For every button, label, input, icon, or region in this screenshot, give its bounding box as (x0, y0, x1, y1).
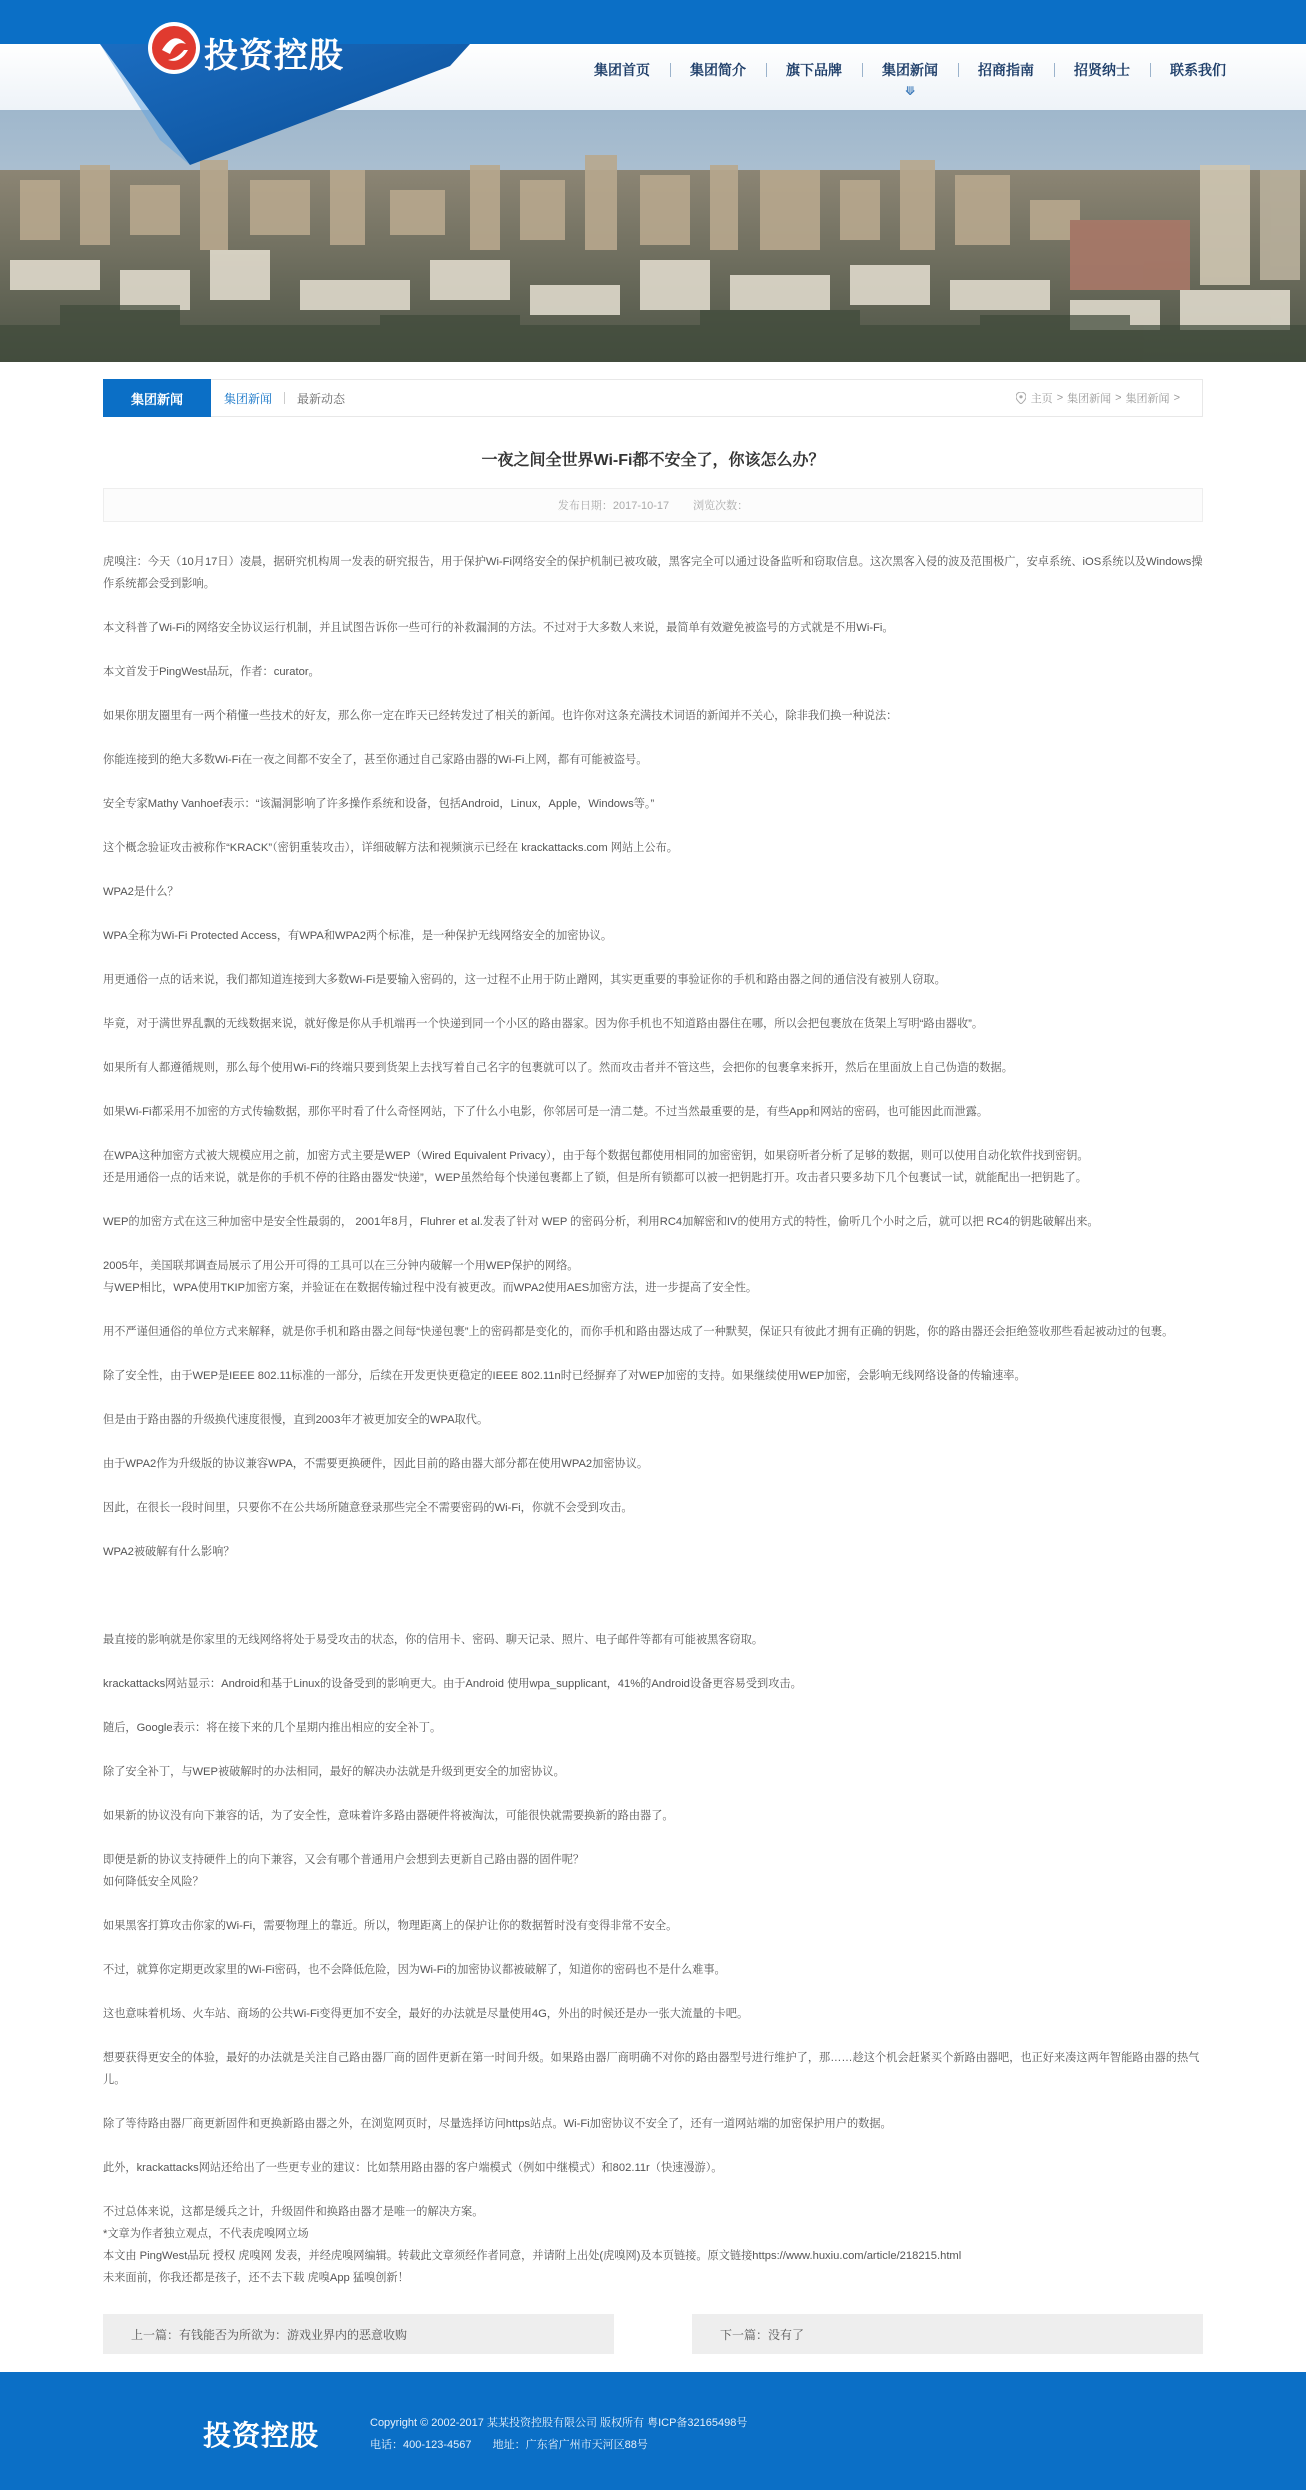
nav-item-contact[interactable] (1150, 44, 1246, 96)
article-paragraph: 你能连接到的绝大多数Wi-Fi在一夜之间都不安全了，甚至你通过自己家路由器的Wi-Fi上网，都有可能被盗号。 (103, 754, 648, 766)
article-paragraph: 用更通俗一点的话来说，我们都知道连接到大多数Wi-Fi是要输入密码的，这一过程不止用于防止蹭网，其实更重要的事验证你的手机和路由器之间的通信没有被别人窃取。 (103, 974, 946, 986)
article-paragraph: 本文首发于PingWest品玩，作者：curator。 (103, 666, 320, 678)
sub-link-latest[interactable]: 最新动态 (297, 391, 346, 406)
article-paragraph: 如果你朋友圈里有一两个稍懂一些技术的好友，那么你一定在昨天已经转发过了相关的新闻。也许你对这条充满技术词语的新闻并不关心，除非我们换一种说法： (103, 710, 898, 722)
breadcrumb-home[interactable]: 主页 (1030, 393, 1053, 405)
chevron-down-icon: ⟱ (904, 84, 916, 98)
article-paragraph: 除了安全补丁，与WEP被破解时的办法相同，最好的解决办法就是升级到更安全的加密协议。 (103, 1766, 565, 1778)
section-tab[interactable]: 集团新闻 (103, 379, 211, 417)
nav-label: 招商指南 (978, 62, 1034, 78)
footer-phone: 电话：400-123-4567 (370, 2439, 472, 2451)
article-paragraph: 这个概念验证攻击被称作“KRACK”（密钥重装攻击），详细破解方法和视频演示已经在 krackattacks.com 网站上公布。 (103, 842, 678, 854)
breadcrumb (1016, 380, 1184, 416)
article-paragraph: 但是由于路由器的升级换代速度很慢，直到2003年才被更加安全的WPA取代。 (103, 1414, 489, 1426)
logo-text: 投资控股 (204, 36, 344, 76)
article-paragraph: 如果所有人都遵循规则，那么每个使用Wi-Fi的终端只要到货架上去找写着自己名字的包裹就可以了。然而攻击者并不管这些，会把你的包裹拿来拆开，然后在里面放上自己伪造的数据。 (103, 1062, 1013, 1074)
nav-item-about[interactable] (670, 44, 766, 96)
article-paragraph: 如果Wi-Fi都采用不加密的方式传输数据，那你平时看了什么奇怪网站，下了什么小电影，你邻居可是一清二楚。不过当然最重要的是，有些App和网站的密码，也可能因此而泄露。 (103, 1106, 989, 1118)
nav-label: 集团简介 (690, 62, 746, 78)
article-paragraph: 即便是新的协议支持硬件上的向下兼容，又会有哪个普通用户会想到去更新自己路由器的固件呢？ 如何降低安全风险？ (103, 1854, 585, 1888)
article-paragraph: 此外，krackattacks网站还给出了一些更专业的建议：比如禁用路由器的客户端模式（例如中继模式）和802.11r（快速漫游）。 (103, 2162, 723, 2174)
logo-circle-icon (146, 20, 202, 76)
article-paragraph: 由于WPA2作为升级版的协议兼容WPA，不需要更换硬件，因此目前的路由器大部分都在使用WPA2加密协议。 (103, 1458, 649, 1470)
article-paragraph: 如果黑客打算攻击你家的Wi-Fi，需要物理上的靠近。所以，物理距离上的保护让你的数据暂时没有变得非常不安全。 (103, 1920, 678, 1932)
breadcrumb-separator: > (1173, 392, 1180, 404)
article-paragraph: 在WPA这种加密方式被大规模应用之前，加密方式主要是WEP（Wired Equivalent Privacy），由于每个数据包都使用相同的加密密钥，如果窃听者分析了足够的数据，则可以使用自动化软件找到密钥。 还是用通俗一点的话来说，就是你的手机不停的往路由器发“快递”，WEP虽然给每个快递包裹都上了锁，但是所有锁都可以被一把钥匙打开。攻击者只要多劫下几个包裹试一试，就能配出一把钥匙了。 (103, 1150, 1089, 1184)
article-paragraph: WEP的加密方式在这三种加密中是安全性最弱的， 2001年8月，Fluhrer et al.发表了针对 WEP 的密码分析，利用RC4加解密和IV的使用方式的特性，偷听几个小时之后，就可以把 RC4的钥匙破解出来。 (103, 1216, 1099, 1228)
breadcrumb-separator: > (1115, 392, 1122, 404)
sub-nav (103, 379, 1203, 417)
nav-label: 旗下品牌 (786, 62, 842, 78)
breadcrumb-separator: > (1056, 392, 1064, 404)
breadcrumb-news-current[interactable]: 集团新闻 (1125, 393, 1170, 405)
divider (284, 392, 285, 404)
article-paragraph: 毕竟，对于满世界乱飘的无线数据来说，就好像是你从手机端再一个快递到同一个小区的路由器家。因为你手机也不知道路由器住在哪，所以会把包裹放在货架上写明“路由器收”。 (103, 1018, 984, 1030)
article-paragraph: 本文科普了Wi-Fi的网络安全协议运行机制，并且试图告诉你一些可行的补救漏洞的方法。不过对于大多数人来说，最简单有效避免被盗号的方式就是不用Wi-Fi。 (103, 622, 894, 634)
nav-item-home[interactable] (574, 44, 670, 96)
nav-label: 联系我们 (1170, 62, 1226, 78)
article-title: 一夜之间全世界Wi-Fi都不安全了，你该怎么办？ (481, 452, 825, 469)
next-article-link[interactable]: 下一篇：没有了 (692, 2314, 1203, 2354)
article-paragraph: 不过总体来说，这都是缓兵之计，升级固件和换路由器才是唯一的解决方案。 *文章为作者独立观点，不代表虎嗅网立场 本文由 PingWest品玩 授权 虎嗅网 发表，并经虎嗅网编辑。转载此文章须经作者同意，并请附上出处(虎嗅网)及本页链接。原文链接https://www.huxiu.com/article/218215.html 未来面前，你我还都是孩子，还不去下载 虎嗅App 猛嗅创新！ (103, 2206, 962, 2284)
footer (0, 2372, 1306, 2490)
footer-address: 地址：广东省广州市天河区88号 (492, 2439, 648, 2451)
article-paragraph: 虎嗅注：今天（10月17日）凌晨，据研究机构周一发表的研究报告，用于保护Wi-Fi网络安全的保护机制已被攻破，黑客完全可以通过设备监听和窃取信息。这次黑客入侵的波及范围极广，安卓系统、iOS系统以及Windows操作系统都会受到影响。 (103, 556, 1203, 590)
article-meta (103, 488, 1203, 522)
article-paragraph: 用不严谨但通俗的单位方式来解释，就是你手机和路由器之间每“快递包裹”上的密码都是变化的，而你手机和路由器达成了一种默契，保证只有彼此才拥有正确的钥匙，你的路由器还会拒绝签收那些看起被动过的包裹。 (103, 1326, 1174, 1338)
sub-link-group-news[interactable]: 集团新闻 (224, 391, 273, 406)
article-paragraph: WPA2被破解有什么影响？ (103, 1546, 235, 1558)
footer-contact (370, 2436, 648, 2452)
main-nav (574, 44, 1246, 96)
article-paragraph: 2005年，美国联邦调查局展示了用公开可得的工具可以在三分钟内破解一个用WEP保护的网络。 与WEP相比，WPA使用TKIP加密方案，并验证在在数据传输过程中没有被更改。而WPA2使用AES加密方法，进一步提高了安全性。 (103, 1260, 758, 1294)
view-count: 浏览次数： (693, 500, 749, 512)
nav-item-brands[interactable] (766, 44, 862, 96)
article-paragraph: 除了等待路由器厂商更新固件和更换新路由器之外，在浏览网页时，尽量选择访问https站点。Wi-Fi加密协议不安全了，还有一道网站端的加密保护用户的数据。 (103, 2118, 892, 2130)
article-paragraph: 想要获得更安全的体验，最好的办法就是关注自己路由器厂商的固件更新在第一时间升级。如果路由器厂商明确不对你的路由器型号进行维护了，那……趁这个机会赶紧买个新路由器吧，也正好来凑这两年智能路由器的热气儿。 (103, 2052, 1200, 2086)
footer-logo: 投资控股 (203, 2419, 320, 2452)
article-paragraph: 因此，在很长一段时间里，只要你不在公共场所随意登录那些完全不需要密码的Wi-Fi，你就不会受到攻击。 (103, 1502, 633, 1514)
breadcrumb-news[interactable]: 集团新闻 (1067, 393, 1112, 405)
article-paragraph: 不过，就算你定期更改家里的Wi-Fi密码，也不会降低危险，因为Wi-Fi的加密协议都被破解了，知道你的密码也不是什么难事。 (103, 1964, 726, 1976)
article-paragraph: 随后，Google表示：将在接下来的几个星期内推出相应的安全补丁。 (103, 1722, 442, 1734)
nav-item-investment[interactable] (958, 44, 1054, 96)
nav-label: 招贤纳士 (1074, 62, 1130, 78)
article-paragraph: krackattacks网站显示：Android和基于Linux的设备受到的影响更大。由于Android 使用wpa_supplicant，41%的Android设备更容易受到攻击。 (103, 1678, 802, 1690)
nav-label: 集团新闻 (882, 62, 938, 78)
nav-item-news[interactable] (862, 44, 958, 96)
footer-copyright: Copyright © 2002-2017 某某投资控股有限公司 版权所有 粤ICP备32165498号 (370, 2417, 748, 2429)
article-paragraph: 安全专家Mathy Vanhoef表示：“该漏洞影响了许多操作系统和设备，包括Android，Linux，Apple，Windows等。” (103, 798, 655, 810)
article-paragraph: 最直接的影响就是你家里的无线网络将处于易受攻击的状态，你的信用卡、密码、聊天记录、照片、电子邮件等都有可能被黑客窃取。 (103, 1634, 764, 1646)
location-pin-icon (1016, 392, 1026, 404)
article-paragraph: WPA全称为Wi-Fi Protected Access，有WPA和WPA2两个标准，是一种保护无线网络安全的加密协议。 (103, 930, 613, 942)
article-paragraph: 如果新的协议没有向下兼容的话，为了安全性，意味着许多路由器硬件将被淘汰，可能很快就需要换新的路由器了。 (103, 1810, 674, 1822)
publish-date: 发布日期：2017-10-17 (557, 500, 670, 512)
logo[interactable] (100, 0, 480, 165)
nav-label: 集团首页 (594, 62, 650, 78)
nav-item-careers[interactable] (1054, 44, 1150, 96)
article-paragraph: WPA2是什么？ (103, 886, 179, 898)
prev-article-link[interactable]: 上一篇：有钱能否为所欲为：游戏业界内的恶意收购 (103, 2314, 614, 2354)
prev-next-nav (103, 2314, 1203, 2354)
article-paragraph: 除了安全性，由于WEP是IEEE 802.11标准的一部分，后续在开发更快更稳定的IEEE 802.11n时已经摒弃了对WEP加密的支持。如果继续使用WEP加密，会影响无线网络设备的传输速率。 (103, 1370, 1026, 1382)
article-paragraph: 这也意味着机场、火车站、商场的公共Wi-Fi变得更加不安全，最好的办法就是尽量使用4G，外出的时候还是办一张大流量的卡吧。 (103, 2008, 749, 2020)
article-body (103, 551, 1203, 2311)
